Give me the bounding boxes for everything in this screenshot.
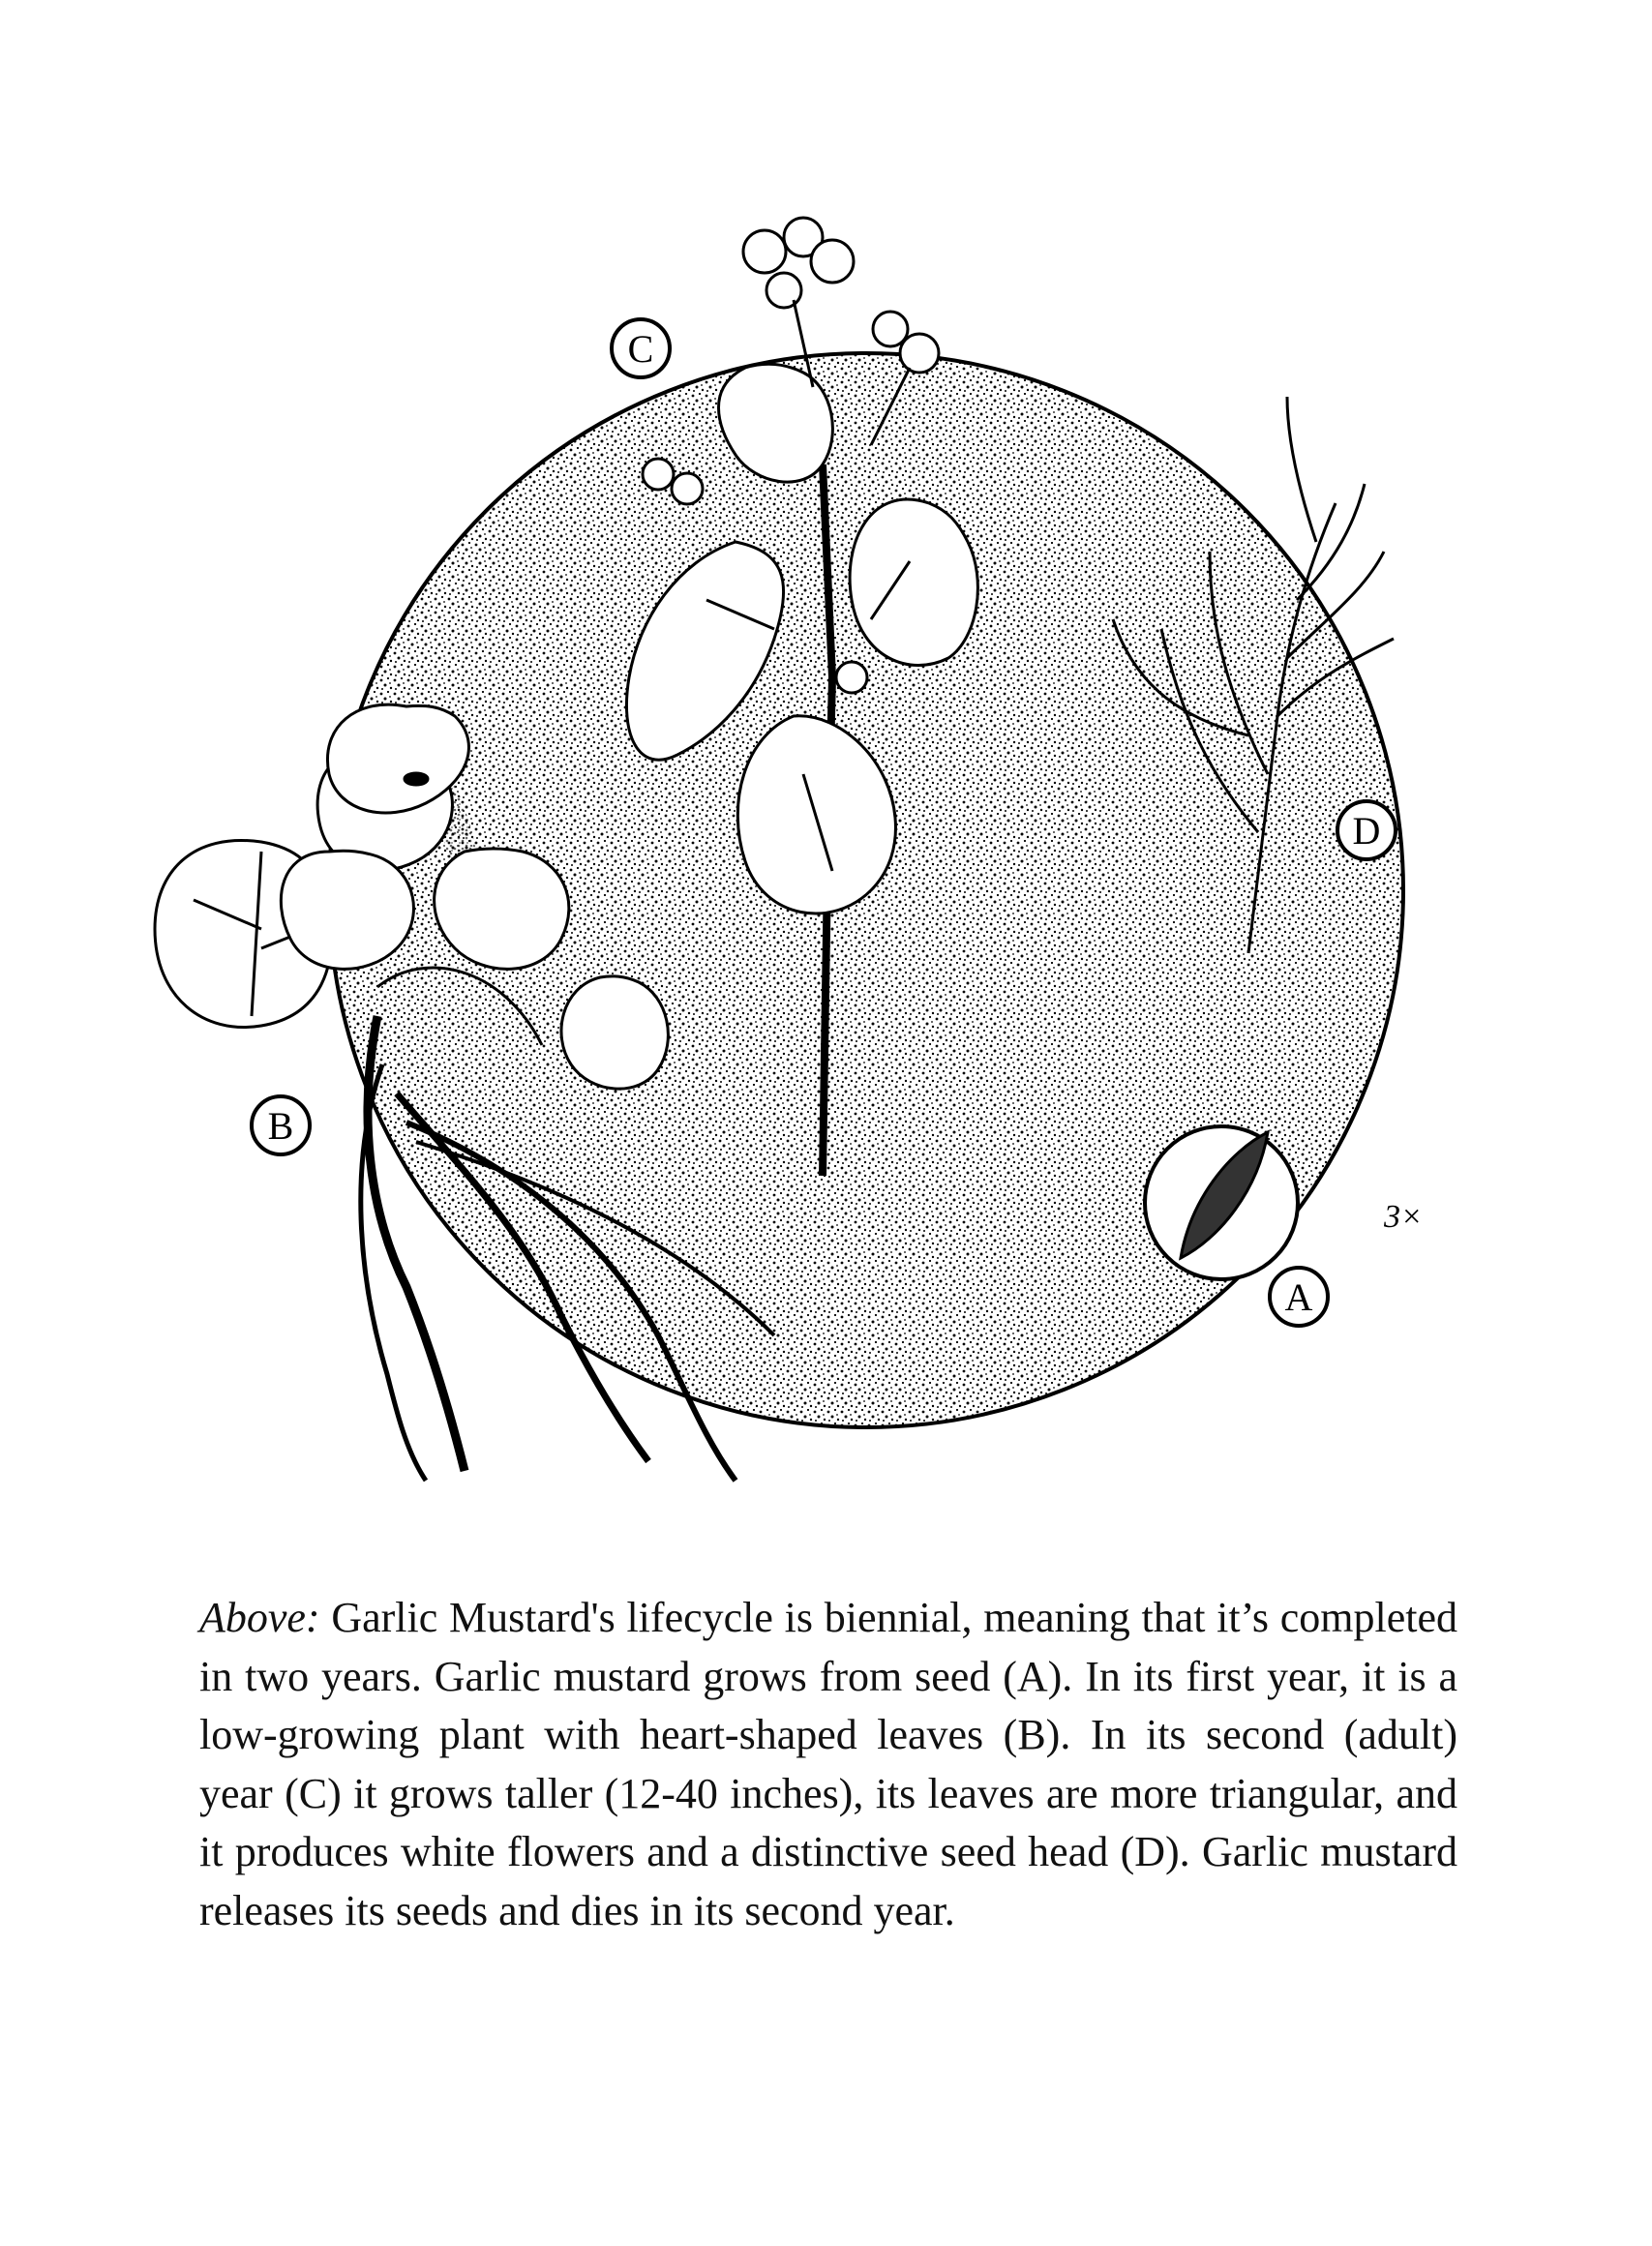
label-a (1270, 1268, 1328, 1326)
label-b (252, 1096, 310, 1154)
caption-lead: Above: (199, 1594, 320, 1641)
svg-text:C: C (627, 327, 654, 371)
figure-caption (199, 1589, 1457, 1940)
magnification-label: 3× (1384, 1199, 1423, 1235)
svg-text:D: D (1352, 809, 1381, 853)
svg-text:A: A (1284, 1275, 1313, 1319)
seed-inset (1145, 1126, 1298, 1279)
caption-text: Garlic Mustard's lifecycle is biennial, meaning that it’s completed in two years. Garlic mustard grows from seed (A). In its first year, it is a low-growing plant with heart-shaped leaves (B). In its second (adult) year (C) it grows taller (12-40 inches), its leaves are more triangular, and it produces white flowers and a distinctive seed head (D). Garlic mustard releases its seeds and dies in its second year. (199, 1594, 1457, 1934)
label-c (612, 319, 670, 377)
svg-text:B: B (267, 1104, 294, 1148)
label-d (1337, 801, 1396, 859)
